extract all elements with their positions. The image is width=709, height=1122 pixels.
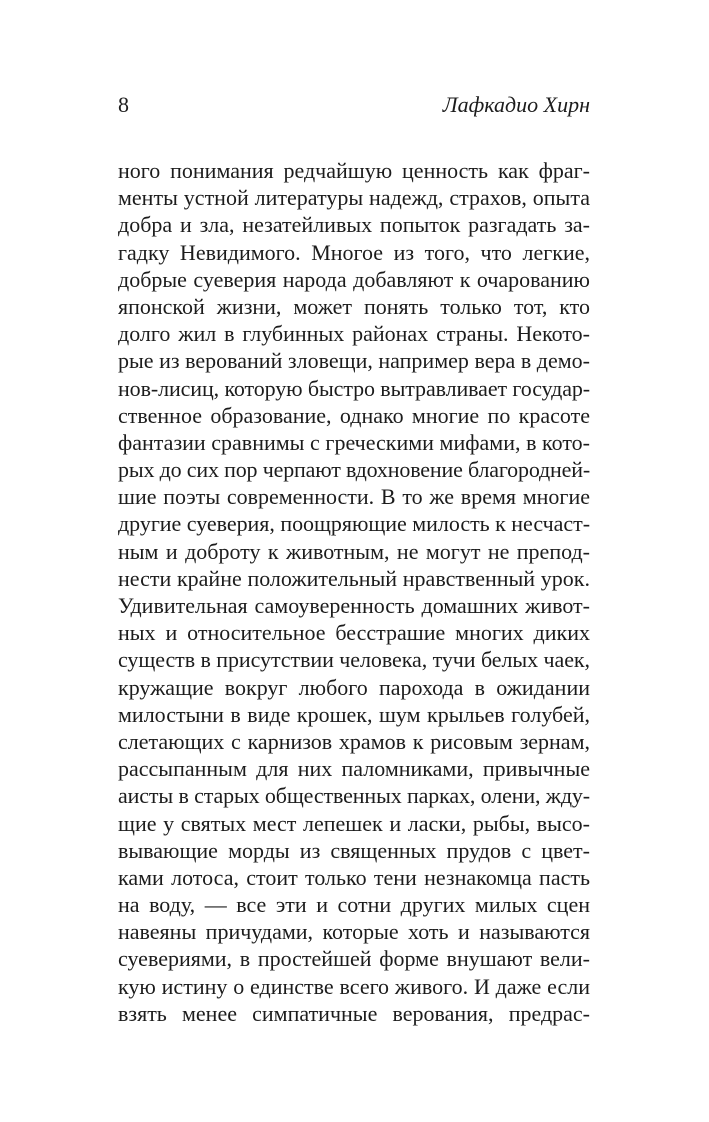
text-line: на воду, — все эти и сотни других милых сцен xyxy=(118,892,590,918)
text-line: щие у святых мест лепешек и ласки, рыбы, высо- xyxy=(118,810,590,836)
text-line: добра и зла, незатейливых попыток разгадать за- xyxy=(118,212,590,238)
text-line: ственное образование, однако многие по красоте xyxy=(118,402,590,428)
text-line: ками лотоса, стоит только тени незнакомца пасть xyxy=(118,864,590,890)
text-line: японской жизни, может понять только тот, кто xyxy=(118,293,590,319)
text-line: милостыни в виде крошек, шум крыльев голубей, xyxy=(118,701,590,727)
text-line: рых до сих пор черпают вдохновение благородней- xyxy=(118,457,590,483)
text-line: рые из верований зловещи, например вера в демо- xyxy=(118,348,590,374)
text-line: ного понимания редчайшую ценность как фраг- xyxy=(118,158,590,183)
text-line: долго жил в глубинных районах страны. Некото- xyxy=(118,321,590,347)
text-line: навеяны причудами, которые хоть и называются xyxy=(118,919,590,945)
text-line: шие поэты современности. В то же время многие xyxy=(118,484,590,510)
text-line: гадку Невидимого. Многое из того, что легкие, xyxy=(118,239,590,265)
text-line: аисты в старых общественных парках, олени, жду- xyxy=(118,783,590,809)
text-line: ным и доброту к животным, не могут не препод- xyxy=(118,538,590,564)
text-line: кружащие вокруг любого парохода в ожидании xyxy=(118,674,590,700)
text-line: слетающих с карнизов храмов к рисовым зернам, xyxy=(118,728,590,754)
text-line: Удивительная самоуверенность домашних живот- xyxy=(118,593,590,618)
text-line: вывающие морды из священных прудов с цвет- xyxy=(118,837,590,863)
text-line: существ в присутствии человека, тучи белых чаек, xyxy=(118,647,590,673)
body-text xyxy=(118,157,590,1027)
text-line: рассыпанным для них паломниками, привычные xyxy=(118,756,590,782)
text-line: другие суеверия, поощряющие милость к несчаст- xyxy=(118,511,591,537)
text-line: менты устной литературы надежд, страхов, опыта xyxy=(118,185,590,211)
text-line: нести крайне положительный нравственный урок. xyxy=(118,565,590,591)
text-line: ных и относительное бесстрашие многих диких xyxy=(118,620,590,646)
page-header xyxy=(118,90,590,120)
text-line: кую истину о единстве всего живого. И даже если xyxy=(118,973,590,999)
running-title: Лафкадио Хирн xyxy=(442,92,590,117)
text-line: добрые суеверия народа добавляют к очарованию xyxy=(118,266,590,292)
text-line: нов-лисиц, которую быстро вытравливает государ- xyxy=(118,375,590,401)
text-line: суевериями, в простейшей форме внушают вели- xyxy=(118,946,590,972)
page-number: 8 xyxy=(118,92,129,117)
text-line: фантазии сравнимы с греческими мифами, в кото- xyxy=(118,429,590,455)
text-line: взять менее симпатичные верования, предрас- xyxy=(118,1000,590,1026)
